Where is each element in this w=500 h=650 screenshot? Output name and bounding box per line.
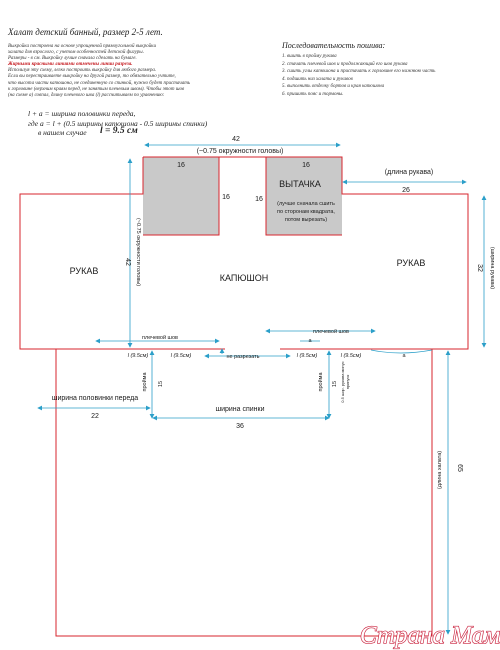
- top-width-value: 42: [232, 136, 240, 143]
- dart-label: ВЫТАЧКА: [279, 179, 321, 189]
- hood-height-value: 42: [124, 258, 131, 266]
- l-value-label: l (9.5см): [296, 353, 318, 359]
- alpha-label: а: [402, 353, 406, 359]
- sleeve-length-label: (длина рукава): [384, 169, 434, 176]
- watermark-logo: Страна Мам: [359, 622, 500, 649]
- dart-square-top-size: 16: [302, 162, 310, 169]
- note-line-highlight: Жирными красными линиями отмечены линии разреза.: [8, 62, 133, 68]
- dimension-lines: [38, 145, 484, 634]
- l-value-label: l (9.5см): [340, 353, 362, 359]
- sleeve-length-value: 26: [402, 187, 410, 194]
- sleeve-width-value: 32: [476, 264, 483, 272]
- top-width-note: (~0.75 окружности головы): [196, 148, 284, 155]
- sequence-item: 4. подшить низ халата и рукавов: [282, 76, 353, 82]
- dart-square-side-size: 16: [255, 196, 263, 203]
- sequence-item: 5. выполнить отделку бортов и края капюшона: [282, 84, 385, 89]
- formula-line-2: где а = l + (0.5 ширины капюшона - 0.5 ширины спинки): [28, 119, 208, 128]
- note-line: Если вы перестраиваете выкройку на другой размер, то обязательно учтите,: [8, 74, 176, 80]
- pattern-title: Халат детский банный, размер 2-5 лет.: [8, 27, 163, 37]
- sequence-item: 3. сшить углы капюшона и пристачать к горловине его нижнюю часть: [282, 69, 436, 74]
- sequence-item: 6. пришить пояс и тормоны.: [282, 91, 344, 97]
- note-line: к горловине (верхним краям перед, не занятым плечевым швом). Чтобы этот шов: [8, 86, 185, 92]
- shoulder-seam-left: плечевой шов: [142, 335, 178, 341]
- note-line: (на схеме а) совпал, длину плечевого шва (l) рассчитываем по уравнению:: [8, 92, 165, 98]
- note-line: Выкройка построена на основе упрощенной прямоугольной выкройки: [8, 44, 156, 49]
- formula-line-1: l + а = ширина половинки переда,: [28, 109, 136, 118]
- left-square-side-size: 16: [222, 194, 230, 201]
- sleeve-right-label: РУКАВ: [396, 258, 426, 268]
- do-not-cut-label: не разрезать: [226, 354, 260, 360]
- back-width-label: ширина спинки: [215, 406, 265, 413]
- armhole-note: 0.5 шир. рукава минус: [340, 361, 345, 403]
- note-line: что высота части капюшона, не соединенную со спинкой, нужно будет пристачать: [8, 80, 191, 86]
- sequence-title: Последовательность пошива:: [282, 41, 386, 50]
- armhole-left-depth: 15: [158, 380, 164, 388]
- sleeve-left-label: РУКАВ: [69, 266, 99, 276]
- sequence-item: 1. вшить в пройму рукава: [282, 54, 337, 59]
- armhole-note: припуск: [345, 374, 350, 390]
- note-line: Используя эту схему, легко построить выкройку для любого размера.: [8, 68, 157, 74]
- armhole-right-label: пройма: [318, 372, 324, 392]
- sleeve-width-label: (ширина рукава): [489, 246, 495, 290]
- back-width-value: 36: [236, 423, 244, 430]
- half-front-value: 22: [91, 413, 99, 420]
- dart-note: (лучше сначала сшить: [277, 201, 335, 207]
- l-value-label: l (9.5см): [127, 353, 149, 359]
- formula-line-3-prefix: в нашем случае: [38, 128, 87, 137]
- formula-line-3-value: l = 9.5 см: [100, 126, 138, 136]
- armhole-right-depth: 15: [332, 380, 338, 388]
- shoulder-seam-right: плечевой шов: [313, 329, 349, 335]
- note-line: Размеры - в см. Выкройку лучше сначала сделать на бумаге.: [8, 56, 137, 62]
- sequence-item: 2. стачать плечевой шов и продолжающий его шов рукава: [282, 61, 408, 67]
- dart-note: по сторонам квадрата,: [277, 209, 335, 215]
- robe-length-value: 65: [456, 464, 463, 472]
- hood-label: КАПЮШОН: [219, 273, 269, 283]
- robe-length-label: (длина халата): [437, 450, 443, 490]
- armhole-left-label: пройма: [142, 372, 148, 392]
- note-line: халата для взрослого, с учетом особенностей детской фигуры.: [8, 50, 144, 56]
- hood-height-label: (~0.75 окружности головы): [135, 217, 141, 287]
- left-square-top-size: 16: [177, 162, 185, 169]
- alpha-label: а: [308, 338, 312, 344]
- dart-note: потом вырезать): [284, 217, 328, 223]
- l-value-label: l (9.5см): [170, 353, 192, 359]
- half-front-label: ширина половинки переда: [51, 395, 139, 402]
